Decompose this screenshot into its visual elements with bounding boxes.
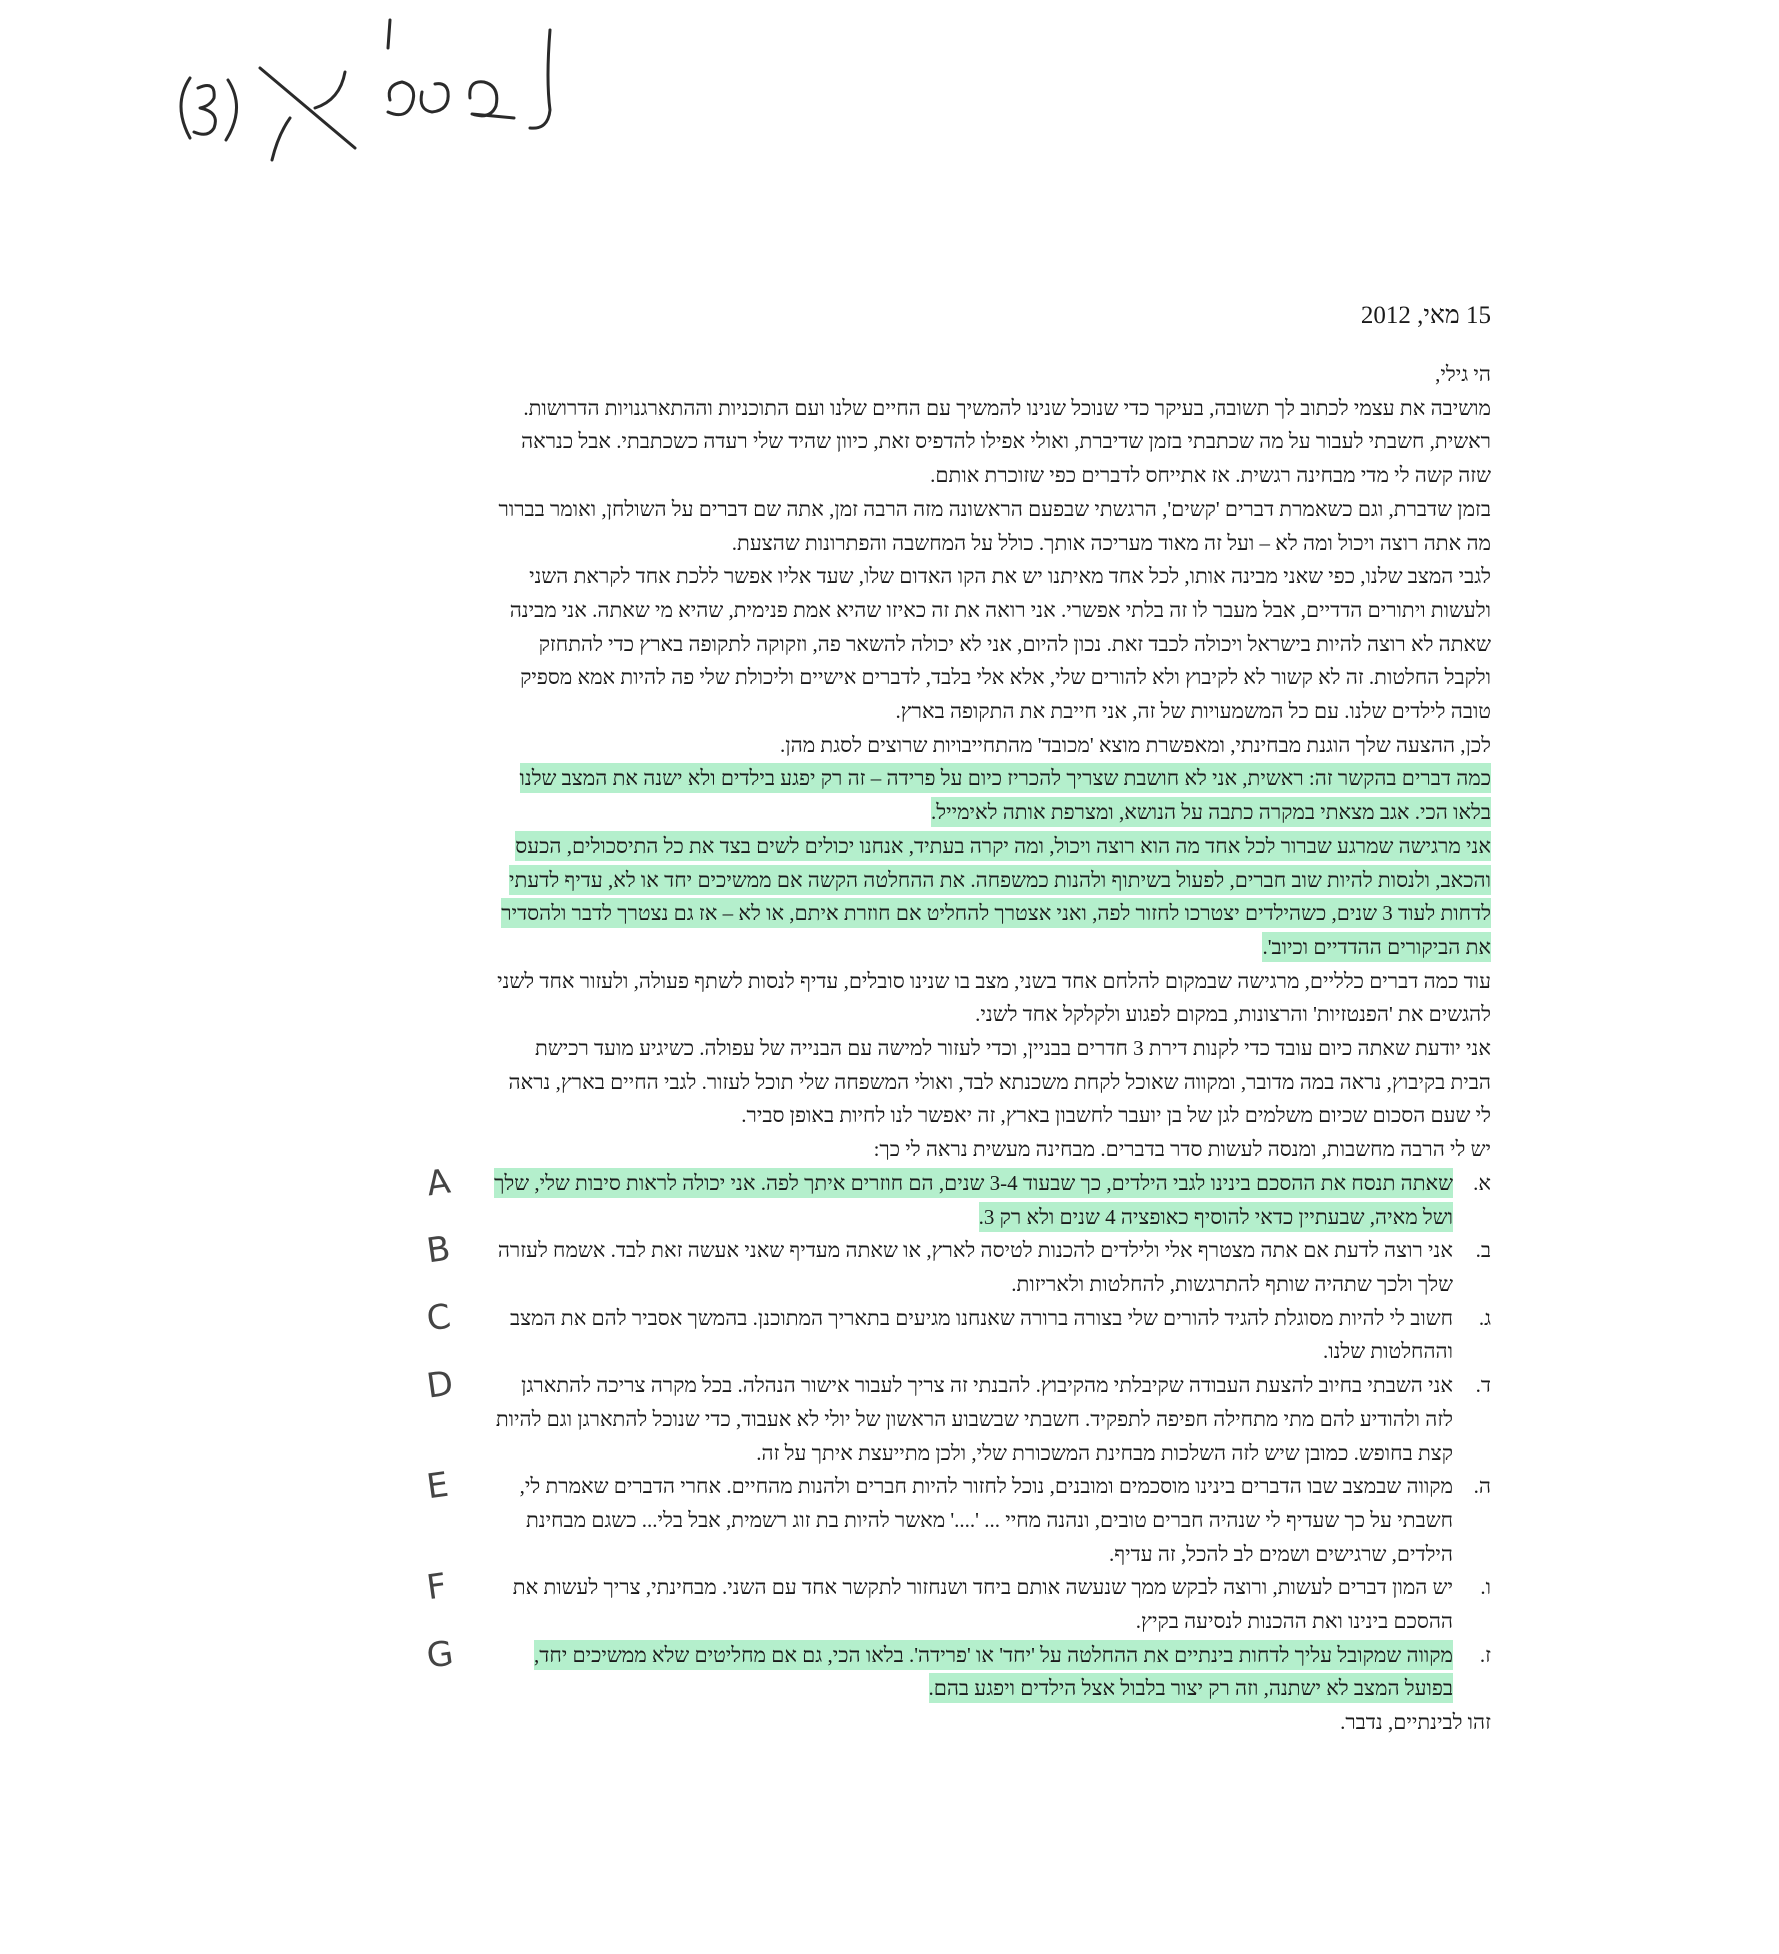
list-item-text <box>491 1234 1453 1301</box>
list-item-number: ה. <box>1473 1474 1491 1499</box>
paragraph-list <box>491 392 1491 1167</box>
handwritten-item-letter: A <box>424 1161 453 1205</box>
list-item-number: ז. <box>1479 1642 1491 1667</box>
paragraph <box>491 493 1491 560</box>
list-item <box>424 1464 1491 1571</box>
handwritten-item-letter: D <box>424 1363 456 1407</box>
list-item <box>424 1566 1491 1638</box>
paragraph <box>491 762 1491 829</box>
handwritten-item-letter: F <box>424 1566 450 1609</box>
paragraph <box>491 1032 1491 1133</box>
highlighted-text: אני מרגישה שמרגע שברור לכל אחד מה הוא רוצה ויכול, ומה יקרה בעתיד, אנחנו יכולים לשים בצד את כל התיסכולים, הכעס והכאב, ולנסות להיות שוב חברים, לפעול בשיתוף ולהנות כמשפחה. את ההחלטה הקשה אם ממשיכים יחד או לא, עדיף לדעתי לדחות לעוד 3 שנים, כשהילדים יצטרכו לחזור לפה, ואני אצטרך להחליט אם חוזרת איתם, או לא – אז גם נצטרך לדבר ולהסדיר את הביקורים ההדדיים וכיוב'. <box>501 831 1491 962</box>
paragraph-text: מושיבה את עצמי לכתוב לך תשובה, בעיקר כדי שנוכל שנינו להמשיך עם החיים שלנו ועם התוכניות וההתארגנויות הדרושות. <box>523 395 1491 420</box>
highlighted-text: כמה דברים בהקשר זה: ראשית, אני לא חושבת שצריך להכריז כיום על פרידה – זה רק יפגע בילדים ולא ישנה את המצב שלנו בלאו הכי. אגב מצאתי במקרה כתבה על הנושא, ומצרפת אותה לאימייל. <box>520 763 1491 827</box>
closing-line: זהו לבינתיים, נדבר. <box>1340 1710 1491 1735</box>
list-item <box>424 1228 1491 1301</box>
item-text: אני השבתי בחיוב להצעת העבודה שקיבלתי מהקיבוץ. להבנתי זה צריך לעבור אישור הנהלה. בכל מקרה צריכה להתארגן לזה ולהודיע להם מתי מתחילה חפיפה לתפקיד. חשבתי שבשבוע הראשון של יולי לא אעבוד, כדי שנוכל להתארגן וגם להיות קצת בחופש. כמובן שיש לזה השלכות מבחינת המשכורת שלי, ולכן מתייעצת איתך על זה. <box>495 1373 1453 1465</box>
list-item <box>424 1296 1491 1369</box>
highlighted-text: מקווה שמקובל עליך לדחות בינתיים את ההחלטה על 'יחד' או 'פרידה'. בלאו הכי, גם אם מחליטים שלא ממשיכים יחד, בפועל המצב לא ישתנה, וזה רק יצור בלבול אצל הילדים ויפגע בהם. <box>534 1640 1453 1704</box>
paragraph <box>491 1133 1491 1167</box>
paragraph-text: אני יודעת שאתה כיום עובד כדי לקנות דירת 3 חדרים בבניין, וכדי לעזור למישה עם הבנייה של עפולה. כשיגיע מועד רכישת הבית בקיבוץ, נראה במה מדובר, ומקווה שאוכל לקחת משכנתא לבד, ואולי המשפחה שלי תוכל לעזור. לגבי החיים בארץ, נראה לי שעם הסכום שכיום משלמים לגן של בן יועבר לחשבון בארץ, זה יאפשר לנו לחיות באופן סביר. <box>508 1036 1491 1128</box>
paragraph <box>491 965 1491 1032</box>
list-item-text <box>491 1369 1453 1470</box>
handwritten-item-letter: B <box>424 1228 453 1272</box>
list-item-text <box>491 1302 1453 1369</box>
handwritten-item-letter: G <box>424 1633 456 1677</box>
paragraph-text: יש לי הרבה מחשבות, ומנסה לעשות סדר בדברים. מבחינה מעשית נראה לי כך: <box>873 1137 1491 1162</box>
list-item-text <box>491 1639 1453 1706</box>
paragraph <box>491 392 1491 426</box>
greeting: הי גילי, <box>1435 362 1491 386</box>
list-item-text <box>491 1167 1453 1234</box>
paragraph-text: בזמן שדברת, וגם כשאמרת דברים 'קשים', הרגשתי שבפעם הראשונה מזה הרבה זמן, אתה שם דברים על השולחן, ואומר בברור מה אתה רוצה ויכול ומה לא – ועל זה מאוד מעריכה אותך. כולל על המחשבה והפתרונות שהצעת. <box>498 496 1491 555</box>
item-text: חשוב לי להיות מסוגלת להגיד להורים שלי בצורה ברורה שאנחנו מגיעים בתאריך המתוכנן. בהמשך אסביר להם את המצב וההחלטות שלנו. <box>510 1305 1453 1364</box>
list-item-number: ו. <box>1480 1575 1491 1600</box>
paragraph-text: לכן, ההצעה שלך הוגנת מבחינתי, ומאפשרת מוצא 'מכובד' מהתחייבויות שרוצים לסגת מהן. <box>780 732 1491 757</box>
list-item-text <box>491 1470 1453 1571</box>
highlighted-text: שאתה תנסח את ההסכם בינינו לגבי הילדים, כך שבעוד 3-4 שנים, הם חוזרים איתך לפה. אני יכולה לראות סיבות שלי, שלך ושל מאיה, שבעתיין כדאי להוסיף כאופציה 4 שנים ולא רק 3. <box>494 1168 1453 1232</box>
paragraph-text: ראשית, חשבתי לעבור על מה שכתבתי בזמן שדיברת, ואולי אפילו להדפיס זאת, כיוון שהיד שלי רעדה כשכתבתי. אבל כנראה שזה קשה לי מדי מבחינה רגשית. אז אתייחס לדברים כפי שזוכרת אותם. <box>521 429 1491 488</box>
handwritten-item-letter: C <box>424 1296 454 1340</box>
list-item-number: ד. <box>1475 1373 1491 1398</box>
list-item-number: ב. <box>1475 1238 1491 1263</box>
paragraph-text: לגבי המצב שלנו, כפי שאני מבינה אותו, לכל אחד מאיתנו יש את הקו האדום שלו, שעד אליו אפשר ללכת אחד לקראת השני ולעשות ויתורים הדדיים, אבל מעבר לו זה בלתי אפשרי. אני רואה את זה כאיזו שהיא אמת פנימית, שהיא מי שאתה. אני מבינה שאתה לא רוצה להיות בישראל ויכולה לכבד זאת. נכון להיום, אני לא יכולה להשאר פה, וזקוקה לתקופה בארץ כדי להתחזק ולקבל החלטות. זה לא קשור לא לקיבוץ ולא להורים שלי, אלא אלי בלבד, לדברים אישיים וליכולת שלי פה להיות אמא מספיק טובה לילדים שלנו. עם כל המשמעויות של זה, אני חייבת את התקופה בארץ. <box>509 564 1491 724</box>
paragraph-text: עוד כמה דברים כלליים, מרגישה שבמקום להלחם אחד בשני, מצב בו שנינו סובלים, עדיף לנסות לשתף פעולה, ולעזור אחד לשני להגשים את 'הפנטזיות' והרצונות, במקום לפגוע ולקלקל אחד לשני. <box>497 968 1491 1027</box>
paragraph <box>491 729 1491 763</box>
paragraph <box>491 425 1491 492</box>
item-text: אני רוצה לדעת אם אתה מצטרף אלי ולילדים להכנות לטיסה לארץ, או שאתה מעדיף שאני אעשה זאת לבד. אשמח לעזרה שלך ולכך שתהיה שותף להתרגשות, להחלטות ולאריזות. <box>497 1238 1453 1296</box>
item-text: מקווה שבמצב שבו הדברים בינינו מוסכמים ומובנים, נוכל לחזור להיות חברים ולהנות מהחיים. אחרי הדברים שאמרת לי, חשבתי על כך שעדיף לי שנהיה חברים טובים, ונהנה מחיי ... '....' מאשר להיות בת זוג רשמית, אבל בלי... כשגם מבחינת הילדים, שרגישים ושמים לב להכל, זה עדיף. <box>519 1474 1453 1566</box>
list-item-number: ג. <box>1478 1305 1491 1330</box>
list-item-number: א. <box>1473 1170 1491 1195</box>
list-item-text <box>491 1571 1453 1638</box>
list-item <box>424 1363 1491 1470</box>
numbered-list <box>424 1161 1491 1706</box>
letter-date: 15 מאי, 2012 <box>1360 302 1491 329</box>
handwritten-item-letter: E <box>424 1464 452 1508</box>
handwritten-annex-label <box>150 0 670 180</box>
letter-body <box>424 358 1491 1740</box>
paragraph <box>491 560 1491 729</box>
list-item <box>424 1633 1491 1706</box>
item-text: יש המון דברים לעשות, ורוצה לבקש ממך שנעשה אותם ביחד ושנחזור לתקשר אחד עם השני. מבחינתי, צריך לעשות את ההסכם בינינו ואת ההכנות לנסיעה בקיץ. <box>512 1575 1453 1634</box>
list-item <box>424 1161 1491 1234</box>
paragraph <box>491 830 1491 965</box>
